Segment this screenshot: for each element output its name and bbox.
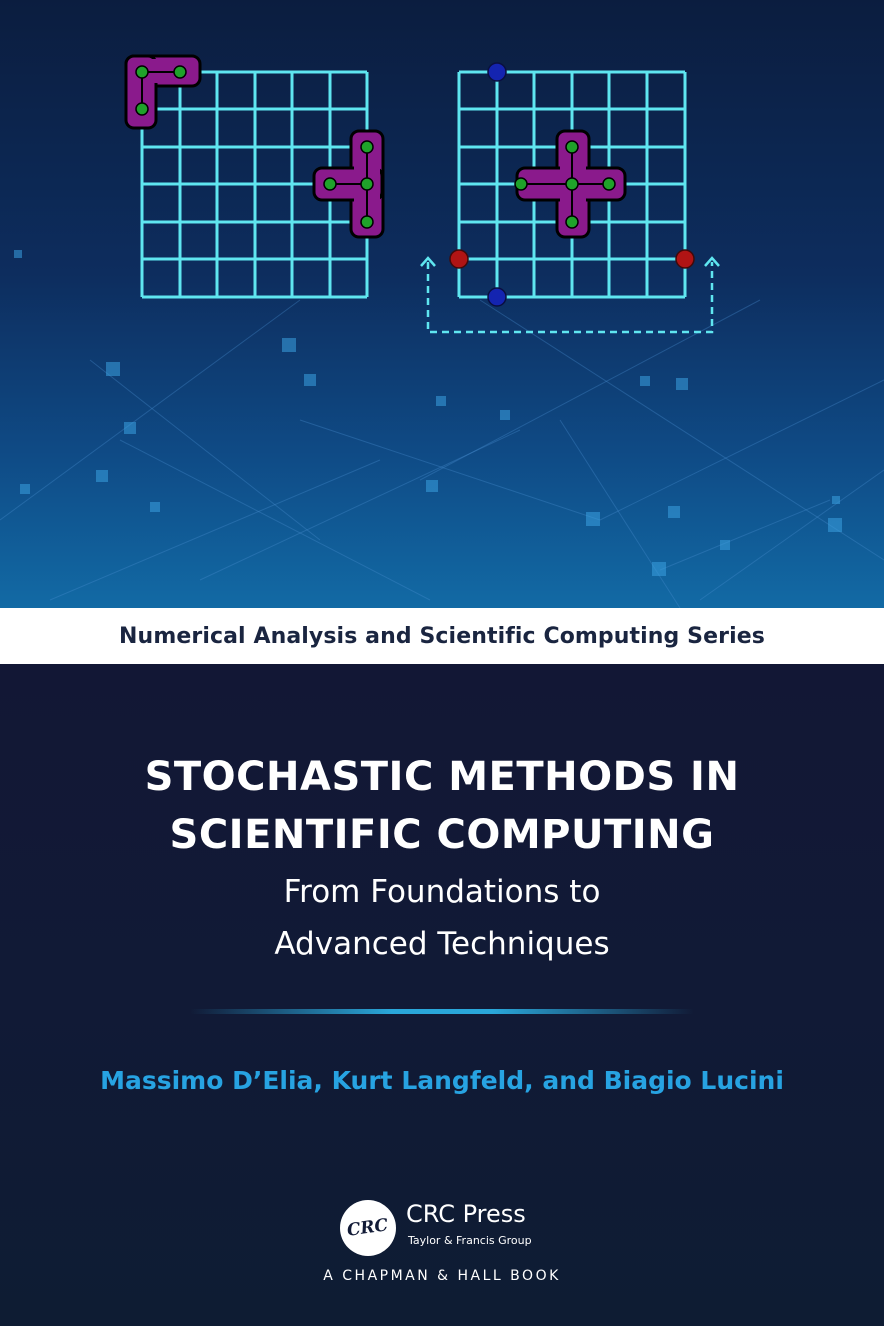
publisher-name: CRC Press [406, 1200, 526, 1228]
book-subtitle-line-1: From Foundations to [283, 874, 601, 910]
authors: Massimo D’Elia, Kurt Langfeld, and Biagio Lucini [100, 1066, 784, 1095]
crc-logo-text: CRC [346, 1215, 390, 1241]
book-title-line-2: SCIENTIFIC COMPUTING [169, 812, 715, 858]
cover-illustration [0, 0, 884, 608]
decorative-divider [190, 1009, 694, 1014]
crc-logo-icon [340, 1200, 396, 1256]
series-band [0, 608, 884, 664]
imprint: A CHAPMAN & HALL BOOK [323, 1268, 561, 1284]
right-lattice-diagram [0, 0, 884, 608]
book-title-line-1: STOCHASTIC METHODS IN [144, 754, 740, 800]
publisher-group: Taylor & Francis Group [408, 1234, 532, 1247]
publisher-logo [340, 1198, 580, 1258]
cover-text-panel [0, 664, 884, 1326]
series-title: Numerical Analysis and Scientific Computing Series [119, 623, 765, 649]
book-subtitle-line-2: Advanced Techniques [274, 926, 610, 962]
